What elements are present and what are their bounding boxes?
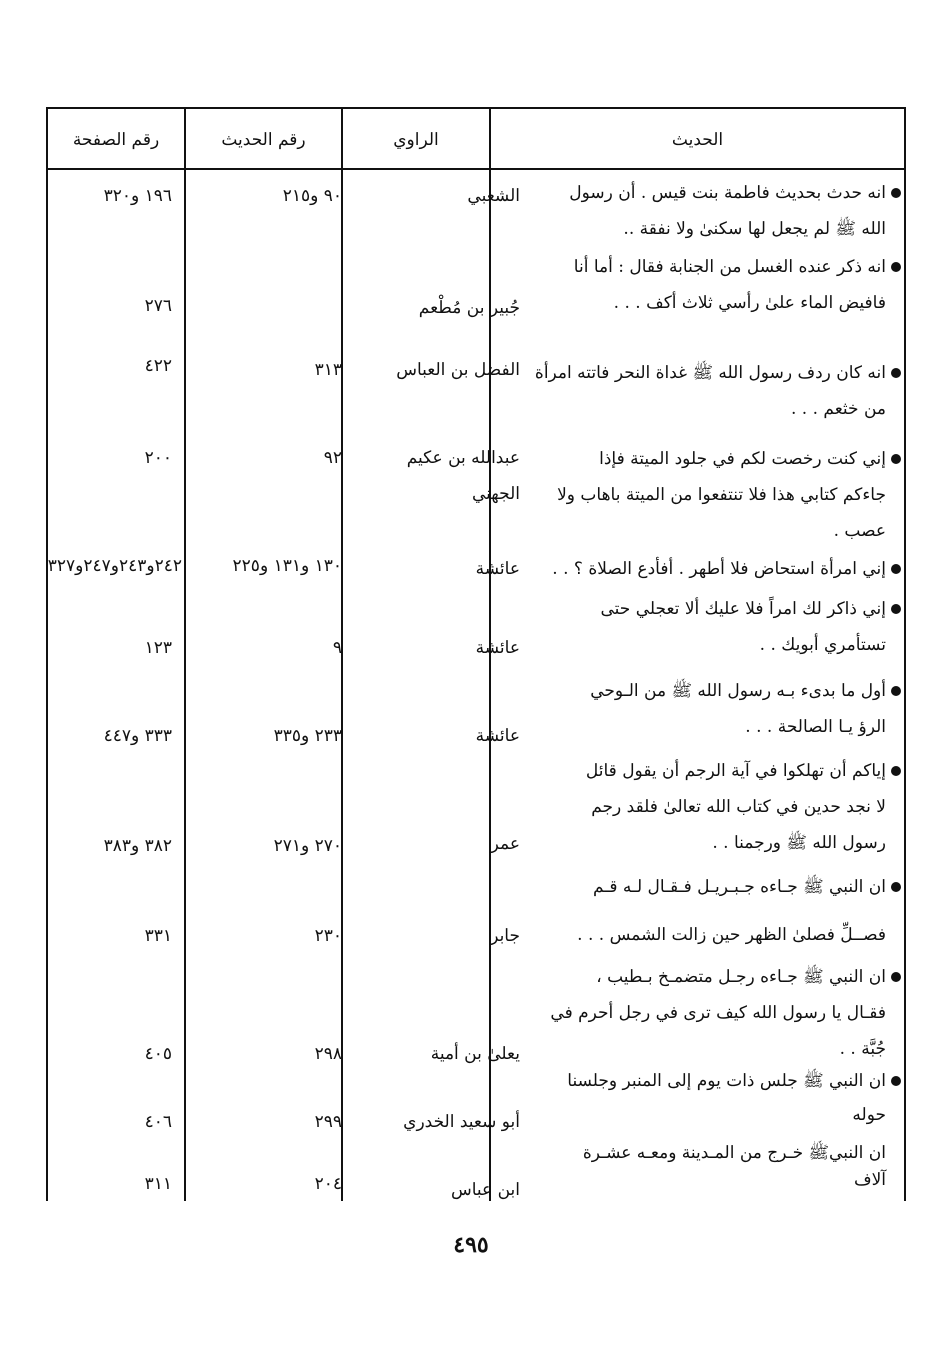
hadith-number: ٢٧٠ و٢٧١: [273, 836, 342, 856]
hadith-number: ٢٠٤: [314, 1174, 342, 1194]
table-right-border: [904, 107, 906, 1201]
hadith-number: ٩: [332, 638, 342, 658]
hadith-text: ان النبيﷺ خـرج من المـدينة ومعـه عشـرة: [582, 1143, 886, 1163]
hadith-text: جُبَّة . .: [839, 1039, 886, 1059]
bullet-icon: [891, 454, 901, 464]
narrator: الشعبي: [467, 186, 520, 206]
bullet-icon: [891, 686, 901, 696]
hadith-number: ٩٠ و٢١٥: [282, 186, 342, 206]
hadith-text: ان النبي ﷺ جلس ذات يوم إلى المنبر وجلسنا: [567, 1071, 886, 1091]
header-narrator: الراوي: [393, 130, 439, 150]
hadith-number: ٢٩٨: [314, 1044, 342, 1064]
bullet-icon: [891, 188, 901, 198]
hadith-text: لا نجد حدين في كتاب الله تعالىٰ فلقد رجم: [591, 797, 886, 817]
page-number: ٣٣١: [144, 926, 172, 946]
hadith-text: انه حدث بحديث فاطمة بنت قيس . أن رسول: [569, 183, 886, 203]
hadith-number: ٢٣٠: [314, 926, 342, 946]
hadith-text: تستأمري أبويك . .: [759, 635, 886, 655]
page-number: ٤٢٢: [144, 356, 172, 376]
bullet-icon: [891, 882, 901, 892]
page-number: ٣١١: [144, 1174, 172, 1194]
hadith-text: أول ما بدىء بـه رسول الله ﷺ من الـوحي: [590, 681, 886, 701]
narrator: جُبير بن مُطْعم: [418, 298, 520, 318]
hadith-text: إني ذاكر لك امراً فلا عليك ألا تعجلي حتى: [600, 599, 886, 619]
bullet-icon: [891, 972, 901, 982]
hadith-text: حوله: [852, 1105, 886, 1125]
column-divider: [184, 107, 186, 1201]
hadith-text: ان النبي ﷺ جـاءه جـبـريـل فـقـال لـه قـم: [593, 877, 886, 897]
hadith-text: انه ذكر عنده الغسل من الجنابة فقال : أما أنا: [573, 257, 886, 277]
bullet-icon: [891, 766, 901, 776]
page-number: ١٩٦ و٣٢٠: [103, 186, 172, 206]
hadith-text: إني امرأة استحاض فلا أطهر . أفأدع الصلاة ؟ . .: [552, 559, 886, 579]
hadith-text: من خثعم . . .: [790, 399, 886, 419]
hadith-text: الله ﷺ لم يجعل لها سكنىٰ ولا نفقة ..: [623, 219, 886, 239]
hadith-text: فافيض الماء علىٰ رأسي ثلاث أكف . . .: [613, 293, 886, 313]
page-number: ٣٣٣ و٤٤٧: [103, 726, 172, 746]
hadith-text: إني كنت رخصت لكم في جلود الميتة فإذا: [599, 449, 886, 469]
bullet-icon: [891, 604, 901, 614]
hadith-text: ان النبي ﷺ جـاءه رجـل متضمـخ بـطيب ،: [596, 967, 886, 987]
bullet-icon: [891, 368, 901, 378]
page-number: ٤٠٦: [144, 1112, 172, 1132]
bullet-icon: [891, 1076, 901, 1086]
page-number: ٣٨٢ و٣٨٣: [103, 836, 172, 856]
hadith-text: جاءكم كتابي هذا فلا تنتفعوا من الميتة باهاب ولا: [557, 485, 886, 505]
header-page-number: رقم الصفحة: [72, 130, 160, 150]
hadith-number: ٢٩٩: [314, 1112, 342, 1132]
page-number: ٤٠٥: [144, 1044, 172, 1064]
hadith-text: عصب .: [833, 521, 886, 541]
footer-page-number: ٤٩٥: [453, 1232, 489, 1258]
hadith-text: فصــلِّ فصلىٰ الظهر حين زالت الشمس . . .: [577, 925, 886, 945]
bullet-icon: [891, 262, 901, 272]
page-number: ٢٤٢و٢٤٣و٢٤٧و٣٢٧: [47, 556, 182, 576]
narrator: أبو سعيد الخدري: [403, 1112, 520, 1132]
hadith-number: ٢٣٣ و٣٣٥: [273, 726, 342, 746]
hadith-number: ٣١٣: [314, 360, 342, 380]
page-number: ٢٧٦: [144, 296, 172, 316]
header-hadith: الحديث: [671, 130, 724, 150]
narrator: عائشة: [475, 726, 520, 746]
narrator: الفضل بن العباس: [396, 360, 520, 380]
narrator: ابن عباس: [450, 1180, 520, 1200]
header-hadith-number: رقم الحديث: [221, 130, 306, 150]
header-bottom-border: [46, 168, 906, 170]
narrator: يعلىٰ بن أمية: [430, 1044, 520, 1064]
narrator: الجهني: [471, 484, 520, 504]
table-top-border: [46, 107, 906, 109]
bullet-icon: [891, 564, 901, 574]
page-number: ٢٠٠: [144, 448, 172, 468]
hadith-text: آلاف: [853, 1170, 886, 1190]
hadith-text: رسول الله ﷺ ورجمنا . .: [712, 833, 886, 853]
hadith-text: الرؤ يـا الصالحة . . .: [745, 717, 886, 737]
narrator: عبدالله بن عكيم: [406, 448, 520, 468]
hadith-text: انه كان ردف رسول الله ﷺ غداة النحر فاتته امرأة: [534, 363, 886, 383]
hadith-text: فقـال يا رسول الله كيف ترى في رجل أحرم في: [550, 1003, 886, 1023]
narrator: جابر: [490, 926, 520, 946]
hadith-number: ٩٢: [323, 448, 342, 468]
narrator: عائشة: [475, 638, 520, 658]
narrator: عائشة: [475, 559, 520, 579]
hadith-text: إياكم أن تهلكوا في آية الرجم أن يقول قائل: [585, 761, 886, 781]
narrator: عمر: [490, 834, 520, 854]
hadith-number: ١٣٠ و١٣١ و٢٢٥: [232, 556, 342, 576]
page-number: ١٢٣: [144, 638, 172, 658]
